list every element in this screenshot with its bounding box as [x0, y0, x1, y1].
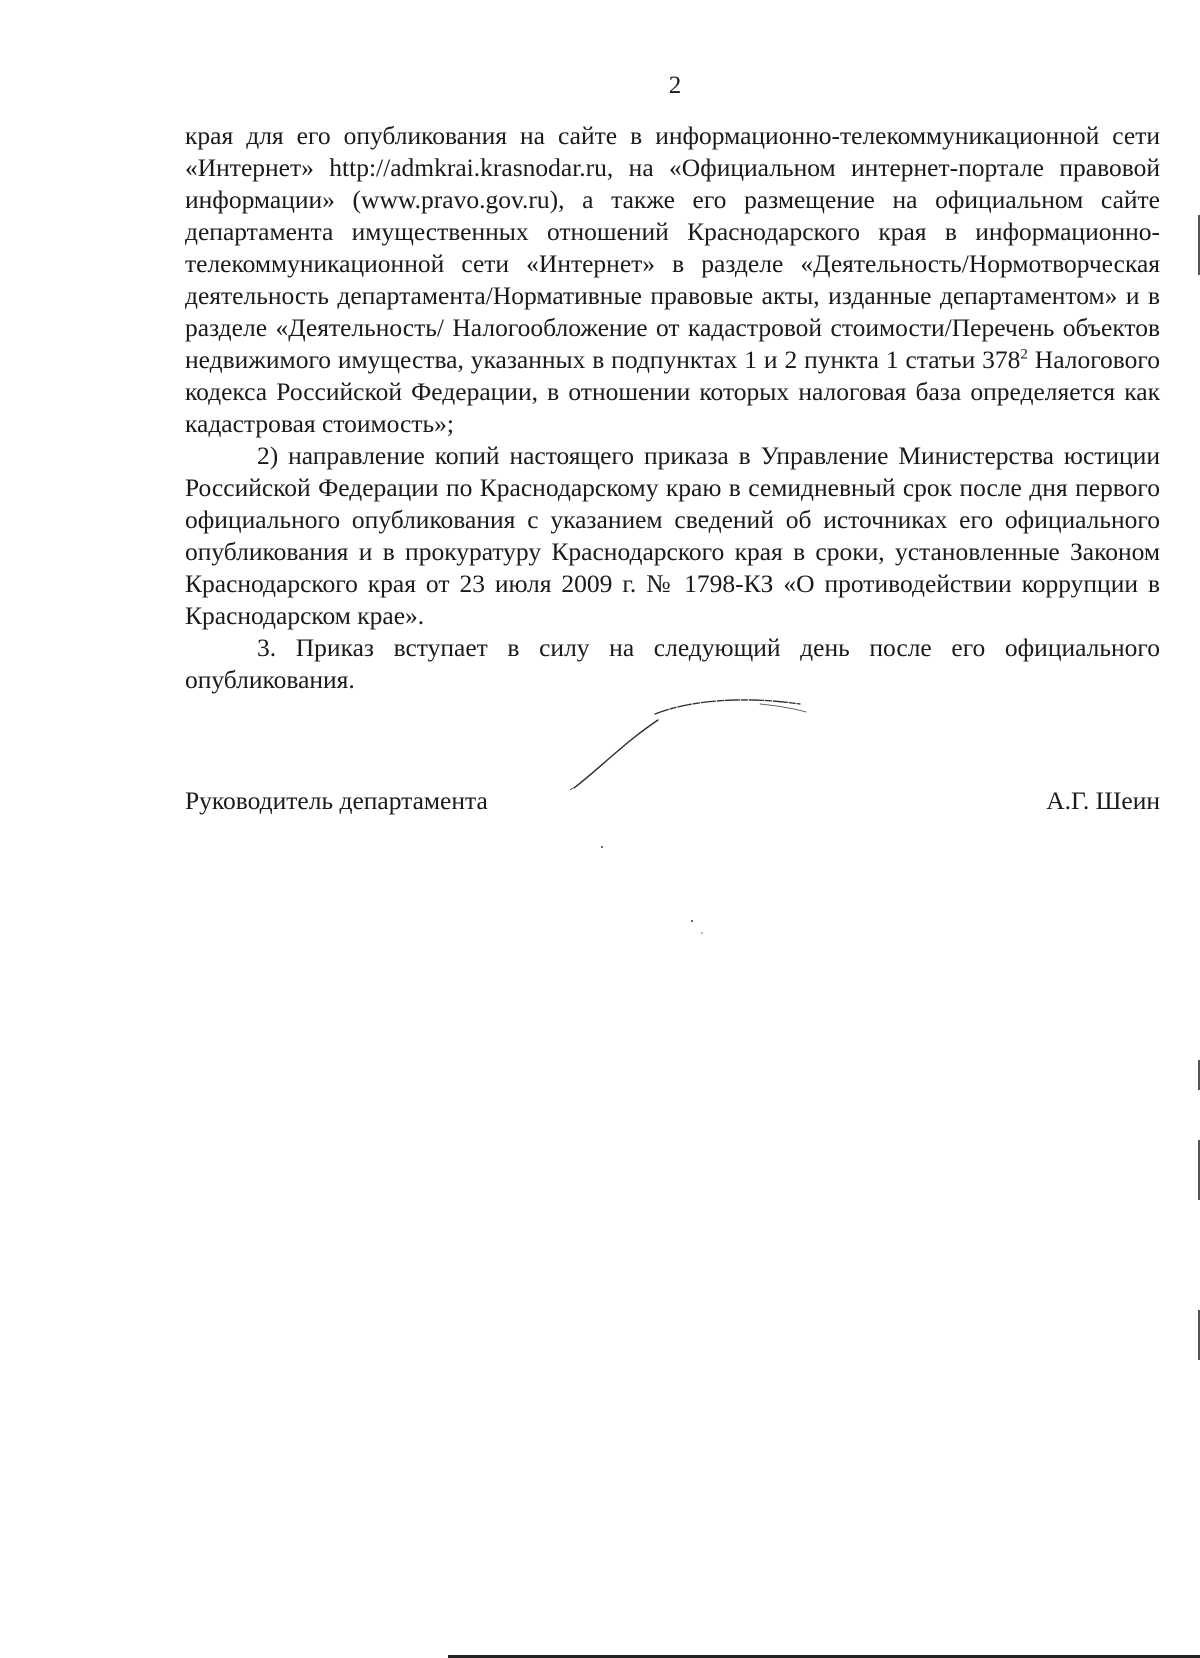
- paragraph-publication-text: края для его опубликования на сайте в информационно-телекоммуникационной сети «Интернет» http://admkrai.krasnodar.ru, на «Официальном интернет-портале правовой информации» (www.pravo.gov.ru), а также его размещение на официальном сайте департамента имущественных отношений Краснодарского края в информационно-телекоммуникационной сети «Интернет» в разделе «Деятельность/Нормотворческая деятельность департамента/Нормативные правовые акты, изданные департаментом» и в разделе «Деятельность/ Налогообложение от кадастровой стоимости/Перечень объектов недвижимого имущества, указанных в подпунктах 1 и 2 пункта 1 статьи 378: [185, 121, 1160, 374]
- document-body: [185, 120, 1160, 696]
- paragraph-item-3: 3. Приказ вступает в силу на следующий день после его официального опубликования.: [185, 633, 1160, 694]
- page-number: 2: [668, 72, 682, 99]
- signature-block: [185, 785, 1160, 825]
- paragraph-publication-text-end: Налогового кодекса Российской Федерации, в отношении которых налоговая база определяется как кадастровая стоимость»;: [185, 345, 1160, 438]
- handwritten-signature: [560, 690, 860, 800]
- superscript: 2: [1020, 346, 1028, 363]
- signer-title: Руководитель департамента: [185, 786, 488, 815]
- paragraph-item-2: 2) направление копий настоящего приказа в Управление Министерства юстиции Российской Федерации по Краснодарскому краю в семидневный срок после дня первого официального опубликования с указанием сведений об источниках его официального опубликования и в прокуратуру Краснодарского края в сроки, установленные Законом Краснодарского края от 23 июля 2009 г. № 1798-КЗ «О противодействии коррупции в Краснодарском крае».: [185, 441, 1160, 630]
- signer-name: А.Г. Шеин: [1046, 786, 1160, 815]
- paragraph-publication: [185, 120, 1160, 440]
